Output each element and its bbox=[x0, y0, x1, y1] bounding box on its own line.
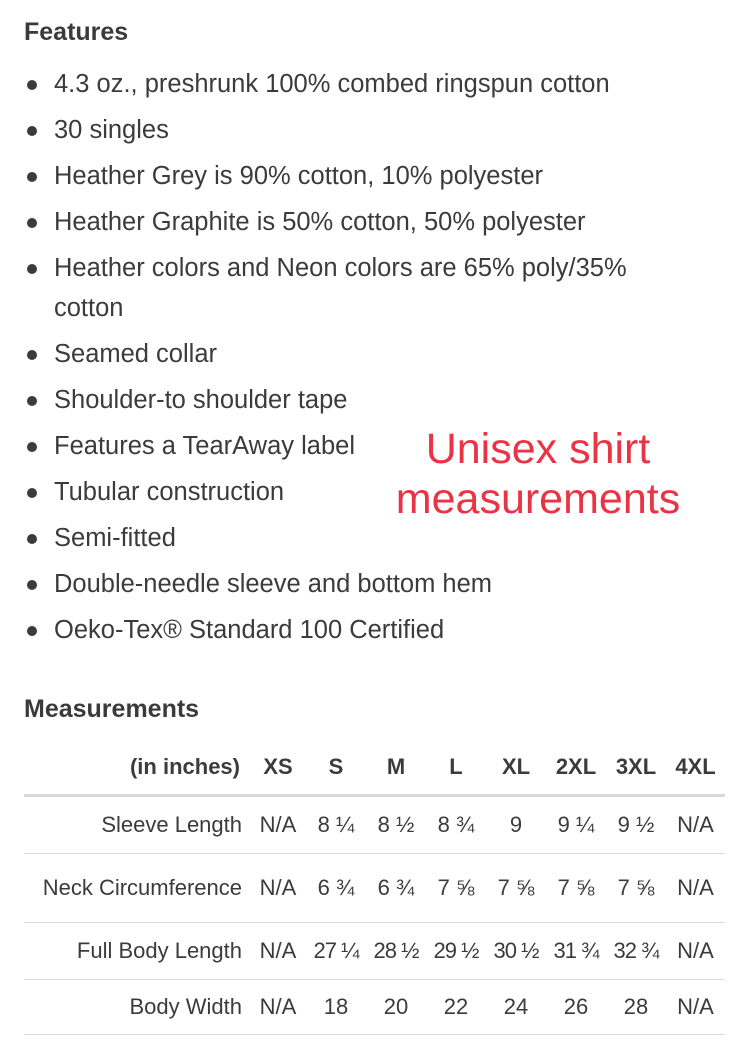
table-cell: N/A bbox=[666, 854, 725, 923]
size-header: 2XL bbox=[546, 740, 606, 796]
annotation-text: Unisex shirt measurements bbox=[395, 425, 681, 523]
list-item: Semi-fitted bbox=[0, 518, 749, 558]
table-cell: 27 ¼ bbox=[306, 923, 366, 980]
size-header: XS bbox=[250, 740, 306, 796]
bullet-icon bbox=[27, 396, 37, 406]
row-label: Full Body Length bbox=[24, 923, 250, 980]
table-row bbox=[24, 980, 725, 1035]
table-cell: 8 ¾ bbox=[426, 796, 486, 854]
list-item: Heather Grey is 90% cotton, 10% polyester bbox=[0, 156, 749, 196]
bullet-icon bbox=[27, 626, 37, 636]
bullet-icon bbox=[27, 80, 37, 90]
table-cell: 22 bbox=[426, 980, 486, 1035]
row-label: Body Width bbox=[24, 980, 250, 1035]
table-cell: N/A bbox=[666, 980, 725, 1035]
table-cell: 6 ¾ bbox=[306, 854, 366, 923]
table-cell: 7 ⅝ bbox=[426, 854, 486, 923]
list-item: Double-needle sleeve and bottom hem bbox=[0, 564, 749, 604]
size-header: M bbox=[366, 740, 426, 796]
table-cell: 26 bbox=[546, 980, 606, 1035]
table-row bbox=[24, 796, 725, 854]
table-cell: 8 ¼ bbox=[306, 796, 366, 854]
table-cell: N/A bbox=[666, 796, 725, 854]
table-cell: 9 ¼ bbox=[546, 796, 606, 854]
table-cell: 7 ⅝ bbox=[546, 854, 606, 923]
measurements-heading: Measurements bbox=[24, 695, 200, 723]
row-label: Neck Circumference bbox=[24, 854, 250, 923]
size-header: 4XL bbox=[666, 740, 725, 796]
list-item: Heather Graphite is 50% cotton, 50% polyester bbox=[0, 202, 749, 242]
table-cell: N/A bbox=[250, 980, 306, 1035]
size-header: S bbox=[306, 740, 366, 796]
bullet-icon bbox=[27, 264, 37, 274]
bullet-icon bbox=[27, 442, 37, 452]
table-cell: 24 bbox=[486, 980, 546, 1035]
features-heading: Features bbox=[24, 18, 129, 46]
table-cell: 28 ½ bbox=[366, 923, 426, 980]
table-cell: 31 ¾ bbox=[546, 923, 606, 980]
table-cell: 9 bbox=[486, 796, 546, 854]
table-cell: 6 ¾ bbox=[366, 854, 426, 923]
table-cell: 32 ¾ bbox=[606, 923, 666, 980]
bullet-icon bbox=[27, 534, 37, 544]
bullet-icon bbox=[27, 126, 37, 136]
table-cell: 28 bbox=[606, 980, 666, 1035]
size-header: L bbox=[426, 740, 486, 796]
table-cell: 8 ½ bbox=[366, 796, 426, 854]
list-item: Shoulder-to shoulder tape bbox=[0, 380, 749, 420]
size-header: 3XL bbox=[606, 740, 666, 796]
row-label: Sleeve Length bbox=[24, 796, 250, 854]
unit-label: (in inches) bbox=[24, 740, 250, 796]
list-item: Features a TearAway label bbox=[0, 426, 749, 466]
table-cell: N/A bbox=[666, 923, 725, 980]
bullet-icon bbox=[27, 172, 37, 182]
bullet-icon bbox=[27, 350, 37, 360]
table-row bbox=[24, 854, 725, 923]
list-item: Heather colors and Neon colors are 65% poly/35% cotton bbox=[0, 248, 749, 328]
list-item: 4.3 oz., preshrunk 100% combed ringspun cotton bbox=[0, 64, 749, 104]
list-item: 30 singles bbox=[0, 110, 749, 150]
table-cell: N/A bbox=[250, 923, 306, 980]
table-row bbox=[24, 923, 725, 980]
table-cell: 7 ⅝ bbox=[486, 854, 546, 923]
list-item: Seamed collar bbox=[0, 334, 749, 374]
measurements-table bbox=[24, 740, 725, 1035]
list-item: Tubular construction bbox=[0, 472, 749, 512]
table-cell: N/A bbox=[250, 854, 306, 923]
table-cell: 29 ½ bbox=[426, 923, 486, 980]
features-list bbox=[0, 64, 749, 656]
bullet-icon bbox=[27, 218, 37, 228]
table-header-row bbox=[24, 740, 725, 796]
table-cell: 18 bbox=[306, 980, 366, 1035]
table-cell: 9 ½ bbox=[606, 796, 666, 854]
table-cell: 7 ⅝ bbox=[606, 854, 666, 923]
bullet-icon bbox=[27, 580, 37, 590]
table-cell: N/A bbox=[250, 796, 306, 854]
table-cell: 30 ½ bbox=[486, 923, 546, 980]
table-cell: 20 bbox=[366, 980, 426, 1035]
bullet-icon bbox=[27, 488, 37, 498]
size-header: XL bbox=[486, 740, 546, 796]
list-item: Oeko-Tex® Standard 100 Certified bbox=[0, 610, 749, 650]
